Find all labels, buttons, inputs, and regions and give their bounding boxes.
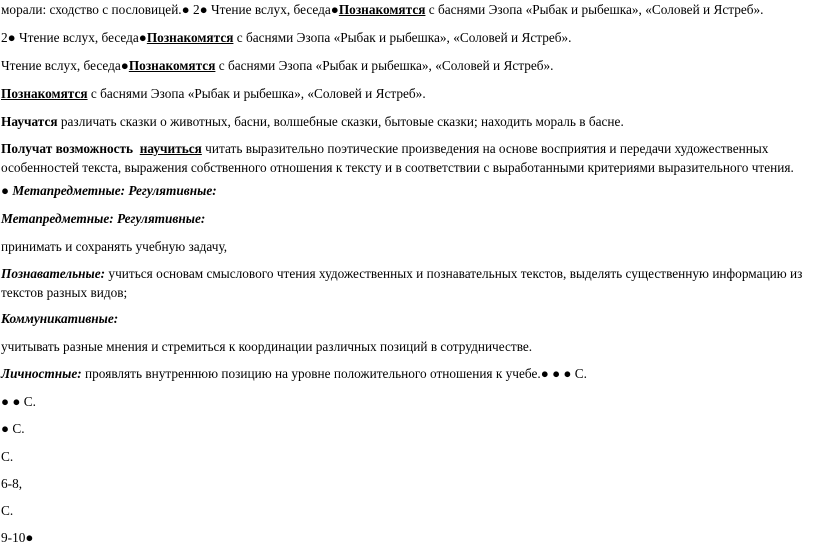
line-3: Чтение вслух, беседа●Познакомятся с баснями Эзопа «Рыбак и рыбешка», «Соловей и Ястреб».	[1, 58, 554, 73]
line-16: С.	[1, 449, 14, 464]
line-8: Метапредметные: Регулятивные:	[1, 211, 206, 226]
line-10: Познавательные: учиться основам смыслового чтения художественных и познавательных текстов, выделять существенную информацию из текстов разных видов;	[1, 266, 803, 300]
line-17: 6-8,	[1, 476, 23, 491]
line-12: учитывать разные мнения и стремиться к координации различных позиций в сотрудничестве.	[1, 339, 533, 354]
line-18: С.	[1, 503, 14, 518]
line-9: принимать и сохранять учебную задачу,	[1, 239, 228, 254]
line-5: Научатся различать сказки о животных, басни, волшебные сказки, бытовые сказки; находить мораль в басне.	[1, 114, 624, 129]
line-11: Коммуникативные:	[1, 311, 119, 326]
line-4: Познакомятся с баснями Эзопа «Рыбак и рыбешка», «Соловей и Ястреб».	[1, 86, 426, 101]
line-2: 2● Чтение вслух, беседа●Познакомятся с баснями Эзопа «Рыбак и рыбешка», «Соловей и Ястреб».	[1, 30, 572, 45]
line-7: ● Метапредметные: Регулятивные:	[1, 183, 217, 198]
line-6: Получат возможность научиться читать выразительно поэтические произведения на основе восприятия и передачи художественных особенностей текста, выражения собственного отношения к тексту и в соответствии с выработанными критериями выразительного чтения.	[1, 141, 794, 175]
line-19: 9-10●	[1, 530, 34, 545]
line-13: Личностные: проявлять внутреннюю позицию на уровне положительного отношения к учебе.● ● ● С.	[1, 366, 587, 381]
line-14: ● ● С.	[1, 394, 36, 409]
line-15: ● С.	[1, 421, 25, 436]
line-1: морали: сходство с пословицей.● 2● Чтение вслух, беседа●Познакомятся с баснями Эзопа «Рыбак и рыбешка», «Соловей и Ястреб».	[1, 2, 764, 17]
